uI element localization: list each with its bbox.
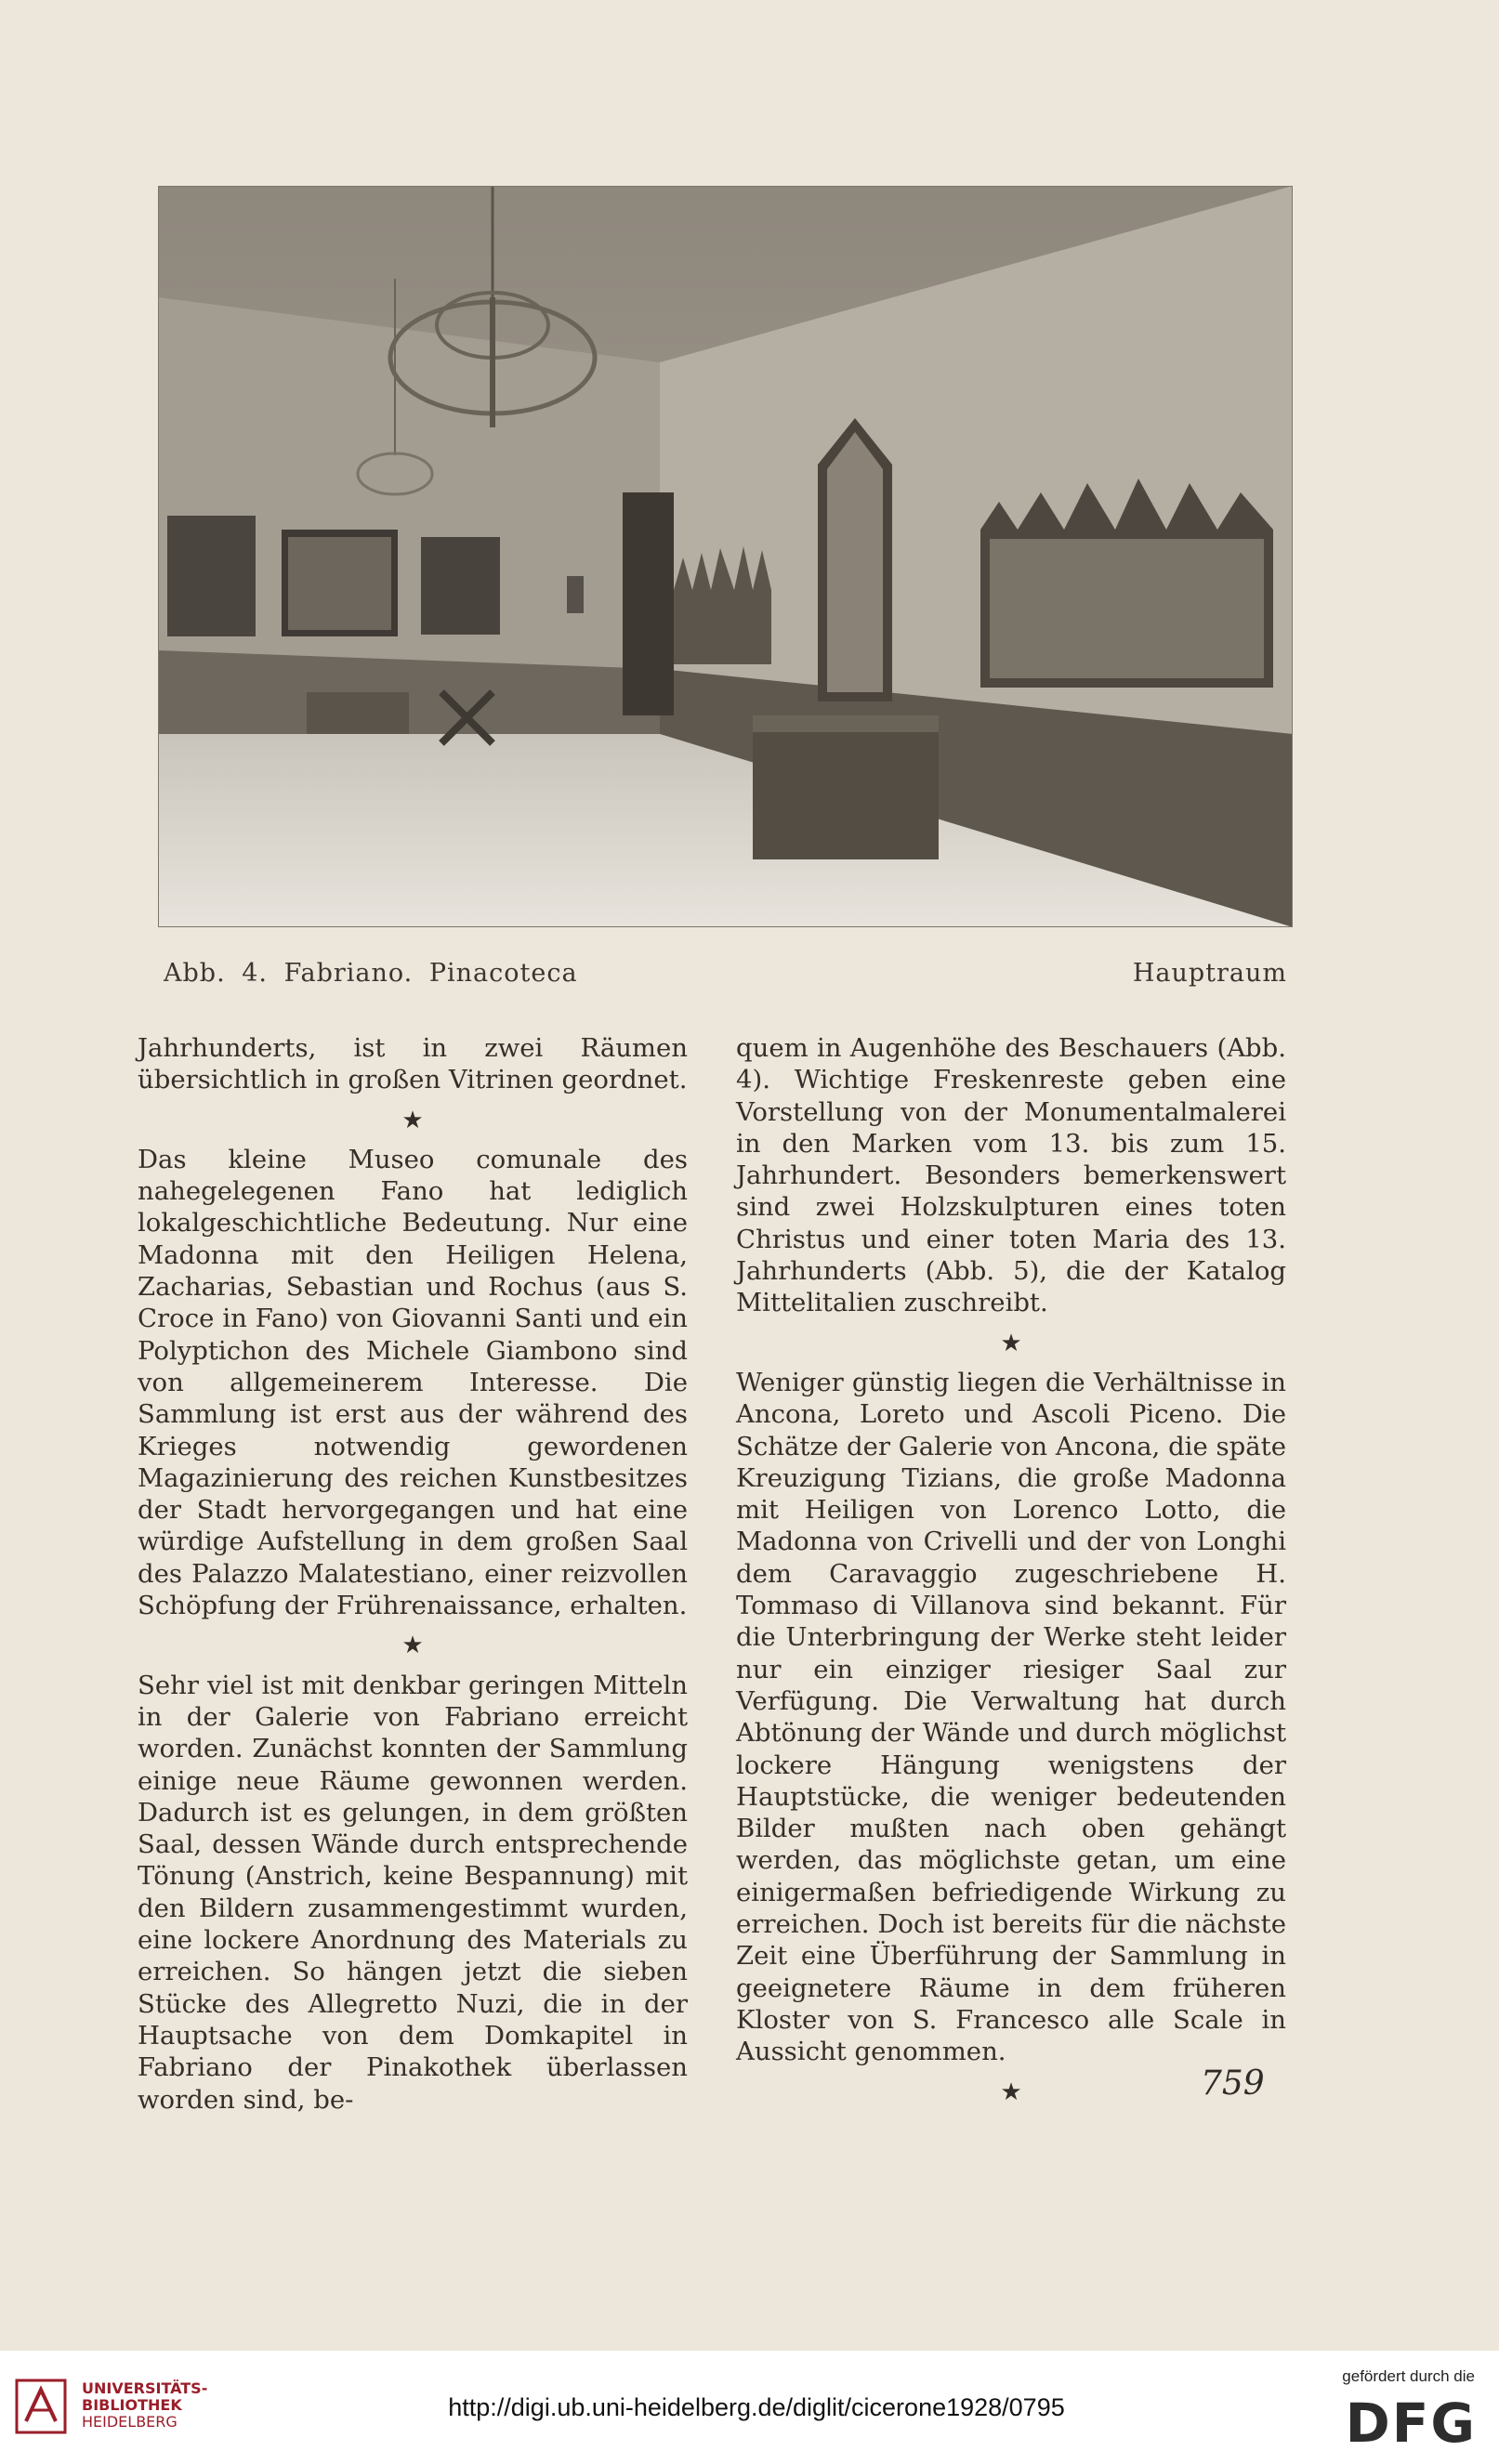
paragraph: Weniger günstig liegen die Verhältnisse in Ancona, Loreto und Ascoli Piceno. Die Schätze der Galerie von Ancona, die späte Kreuzigung Tizians, die große Madonna mit Heiligen von Lorenco Lotto, die Madonna von Crivelli und der von Longhi dem Caravaggio zugeschriebene H. Tommaso di Villanova sind bekannt. Für die Unterbringung der Werke steht leider nur ein einziger riesiger Saal zur Verfügung. Die Verwaltung hat durch Abtönung der Wände und durch möglichst lockere Hängung wenigstens der Hauptstücke, die weniger bedeutenden Bilder mußten nach oben gehängt werden, das möglichste getan, um eine einigermaßen befriedigende Wirkung zu erreichen. Doch ist bereits für die nächste Zeit eine Überführung der Sammlung in geeignetere Räume in dem früheren Kloster von S. Francesco alle Scale in Aussicht genommen.: [736, 1367, 1286, 2067]
paragraph: quem in Augenhöhe des Beschauers (Abb. 4). Wichtige Freskenreste geben eine Vorstellung von der Monumentalmalerei in den Marken vom 13. bis zum 15. Jahrhundert. Besonders bemerkenswert sind zwei Holzskulpturen eines toten Christus und einer toten Maria des 13. Jahrhunderts (Abb. 5), die der Katalog Mittelitalien zuschreibt.: [736, 1033, 1286, 1318]
figure-caption-room: Hauptraum: [1132, 959, 1287, 988]
right-text-column: [736, 1032, 1286, 2116]
section-star-separator: ★: [1000, 1329, 1022, 1357]
dfg-logo: DFG: [1345, 2392, 1477, 2455]
university-library-seal-icon: [13, 2377, 69, 2436]
source-url-link[interactable]: http://digi.ub.uni-heidelberg.de/diglit/cicerone1928/0795: [448, 2393, 1065, 2421]
section-star-separator: ★: [401, 1632, 424, 1660]
library-name: UNIVERSITÄTS- BIBLIOTHEK HEIDELBERG: [82, 2379, 208, 2431]
section-star-separator: ★: [1000, 2077, 1022, 2106]
left-text-column: [138, 1032, 688, 2116]
paragraph: Sehr viel ist mit denkbar geringen Mitteln in der Galerie von Fabriano erreicht worden. Zunächst konnten der Sammlung einige neue Räume gewonnen werden. Dadurch ist es gelungen, in dem größten Saal, dessen Wände durch entsprechende Tönung (Anstrich, keine Bespannung) mit den Bildern zusammengestimmt wurden, eine lockere Anordnung des Materials zu erreichen. So hängen jetzt die sieben Stücke des Allegretto Nuzi, die in der Hauptsache von dem Domkapitel in Fabriano der Pinakothek überlassen worden sind, be-: [138, 1670, 688, 2115]
page-number: 759: [1201, 2064, 1265, 2103]
section-star-separator: ★: [401, 1106, 424, 1134]
digitization-footer: [0, 2351, 1499, 2464]
figure-caption: Abb. 4. Fabriano. Pinacoteca: [164, 959, 578, 988]
paragraph: Das kleine Museo comunale des nahegelegenen Fano hat lediglich lokalgeschichtliche Bedeutung. Nur eine Madonna mit den Heiligen Helena, Zacharias, Sebastian und Rochus (aus S. Croce in Fano) von Giovanni Santi und ein Polyptichon des Michele Giambono sind von allgemeinerem Interesse. Die Sammlung ist erst aus der während des Krieges notwendig gewordenen Magazinierung des reichen Kunstbesitzes der Stadt hervorgegangen und hat eine würdige Aufstellung in dem großen Saal des Palazzo Malatestiano, einer reizvollen Schöpfung der Frührenaissance, erhalten.: [138, 1144, 688, 1621]
funding-label: gefördert durch die: [1342, 2367, 1475, 2385]
paragraph: Jahrhunderts, ist in zwei Räumen übersichtlich in großen Vitrinen geordnet.: [138, 1033, 688, 1095]
museum-hall-photograph: [158, 186, 1293, 927]
